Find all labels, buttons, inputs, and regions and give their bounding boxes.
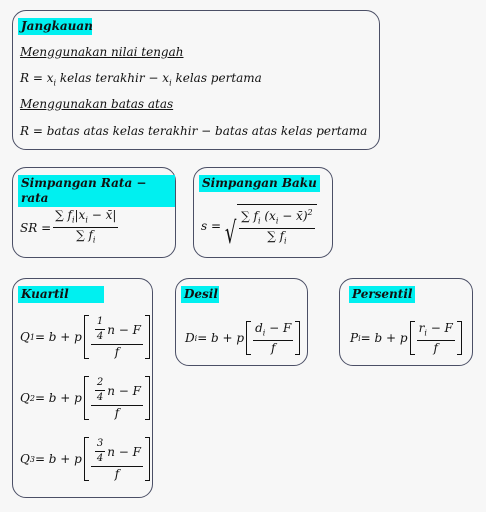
persentil-formula: P i = b + p $\frac{r_i - F}{f}$ — [350, 321, 464, 355]
desil-title: Desil — [181, 286, 219, 303]
jangkauan-card — [12, 10, 380, 150]
kuartil-card — [12, 278, 153, 498]
desil-card — [175, 278, 308, 366]
kuartil-formula-q2: Q 2 = b + p $\frac{2}{4}$ n − F f — [20, 376, 152, 420]
simpangan-baku-title: Simpangan Baku — [199, 175, 320, 192]
heading-batas-atas: Menggunakan batas atas — [20, 97, 174, 111]
desil-formula: D i = b + p $\frac{d_i - F}{f}$ — [185, 321, 302, 355]
simpangan-rata-formula: SR = $\frac{\sum f_i|x_i - x̄|}{\sum f_i}$ — [20, 208, 117, 245]
simpangan-rata-title: Simpangan Rata − rata — [18, 175, 175, 207]
kuartil-formula-q1: Q 1 = b + p $\frac{1}{4}$ n − F f — [20, 315, 152, 359]
heading-nilai-tengah: Menggunakan nilai tengah — [20, 45, 184, 59]
simpangan-baku-card — [193, 167, 333, 258]
persentil-card — [339, 278, 473, 366]
kuartil-title: Kuartil — [18, 286, 104, 303]
simpangan-baku-formula: s = √ $\frac{\sum f_i (x_i - x̄)^2}{\sum f_i}$ — [201, 204, 317, 249]
formula-batas-atas: R = batas atas kelas terakhir − batas atas kelas pertama — [20, 124, 368, 138]
formula-nilai-tengah: $R = x_i$ kelas terakhir − $x_i$ kelas pertama — [20, 71, 262, 88]
persentil-title: Persentil — [349, 286, 415, 303]
kuartil-formula-q3: Q 3 = b + p $\frac{3}{4}$ n − F f — [20, 437, 152, 481]
simpangan-rata-card — [12, 167, 176, 258]
jangkauan-title: Jangkauan — [18, 18, 92, 35]
